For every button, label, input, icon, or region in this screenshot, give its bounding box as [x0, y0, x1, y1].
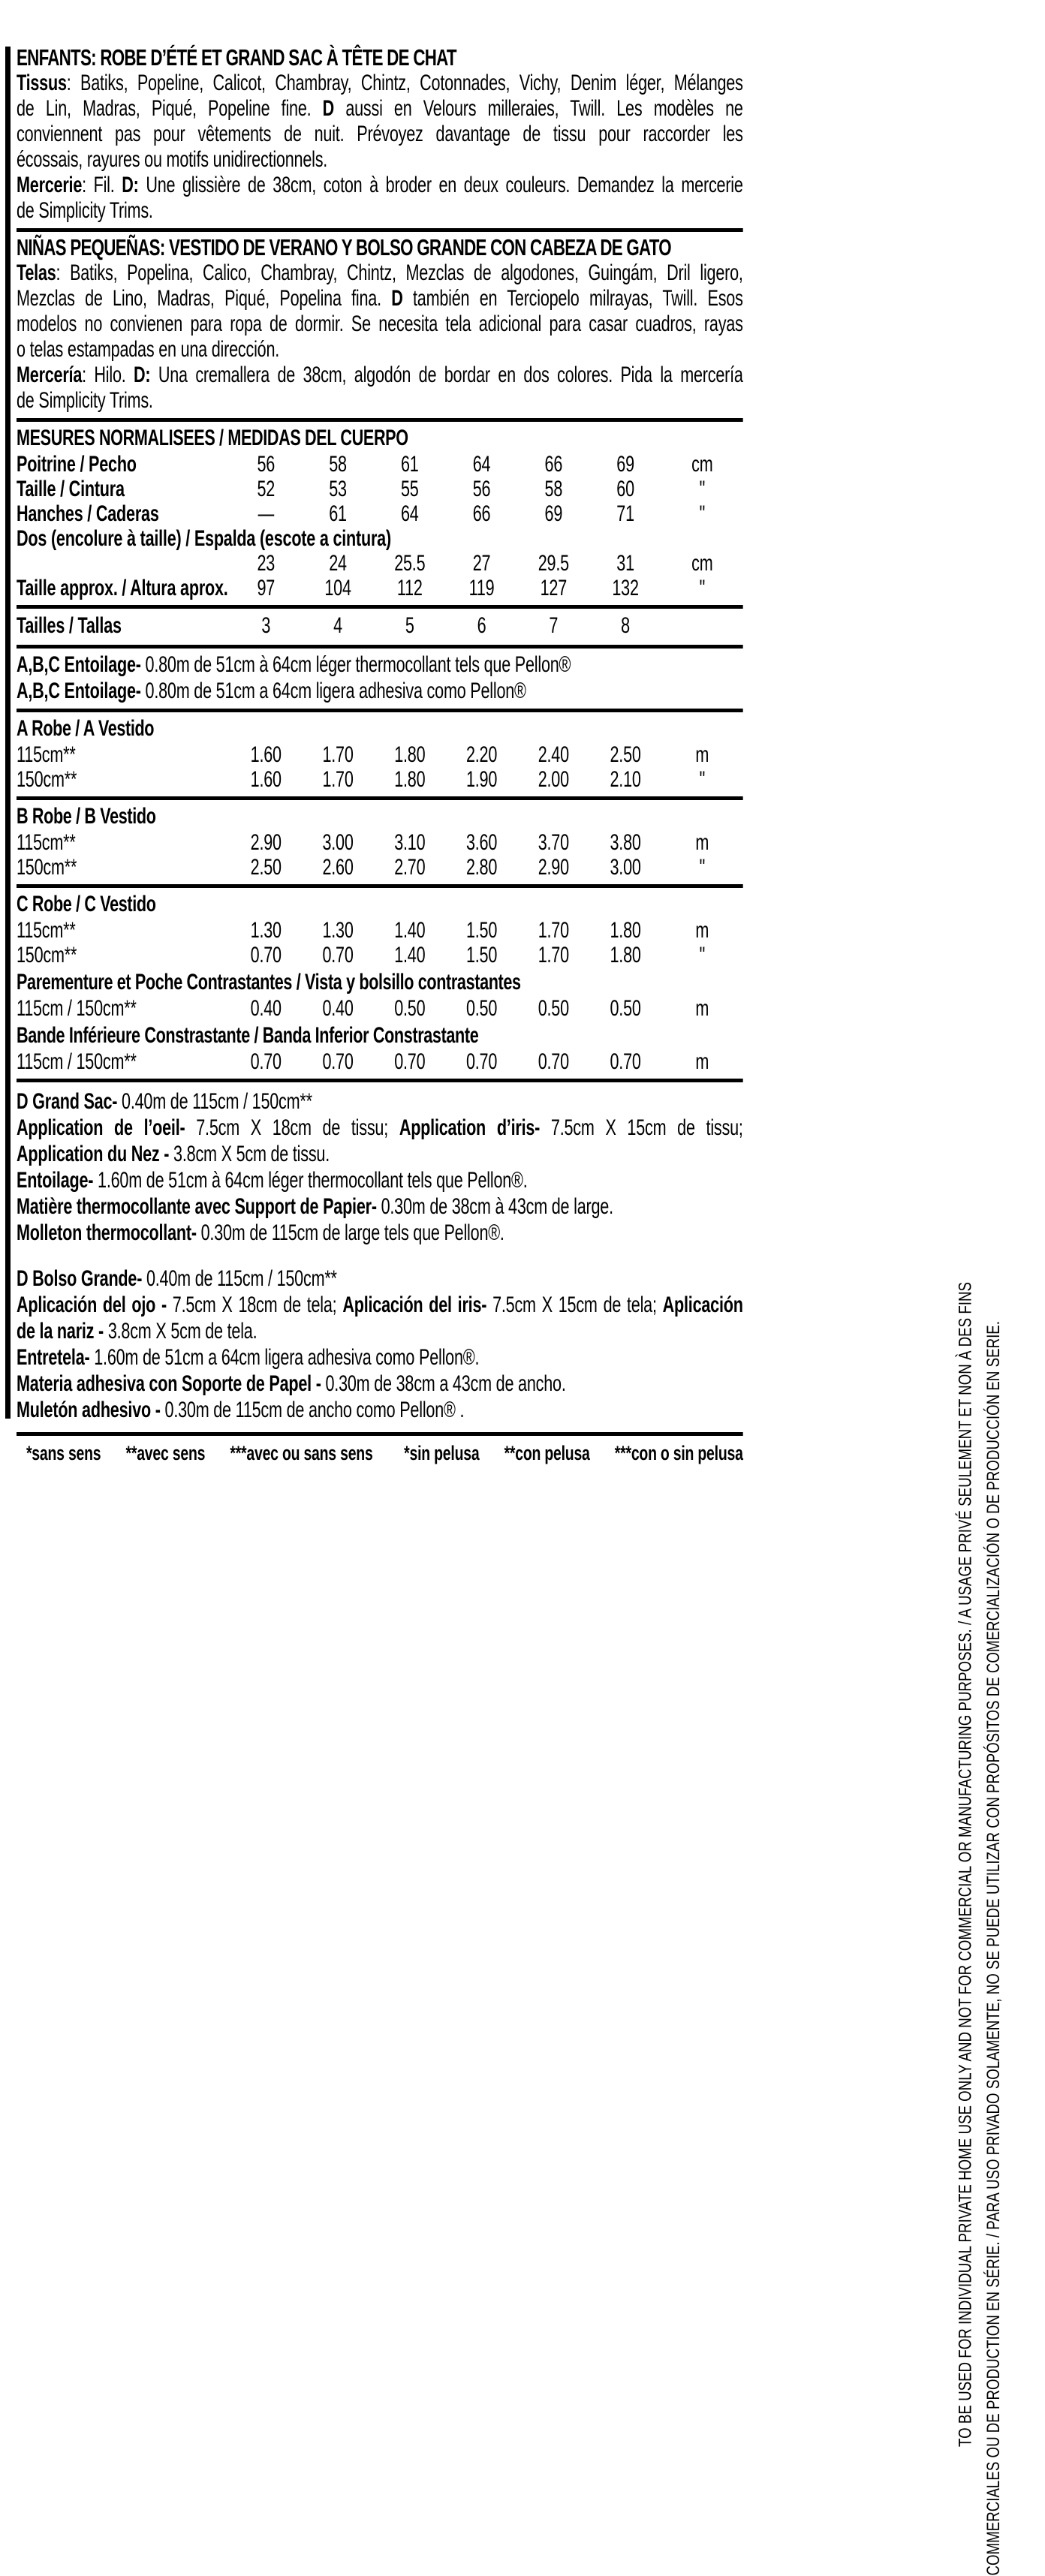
unit-cell: m [695, 830, 709, 855]
unit-cell: " [699, 501, 706, 526]
value-cell: 0.70 [250, 943, 282, 968]
row-label: Dos (encolure à taille) / Espalda (escote a cintura) [17, 526, 391, 551]
unit-cell: " [699, 855, 706, 880]
value-cell: 0.50 [394, 996, 426, 1021]
value-cell: 71 [616, 501, 634, 526]
unit-cell: m [695, 996, 709, 1021]
footnote-item: ***avec ou sans sens [230, 1442, 373, 1464]
text-line: Telas: Batiks, Popelina, Calico, Chambray, Chintz, Mezclas de algodones, Guingám, Dril ligero, [17, 260, 743, 285]
contrast-band-rows [17, 1049, 743, 1074]
french-fabrics-paragraph [17, 71, 743, 224]
value-cell: 3 [261, 613, 271, 638]
unit-cell: m [695, 742, 709, 767]
value-cell: 58 [329, 452, 347, 477]
text-line: Matière thermocollante avec Support de Papier- 0.30m de 38cm à 43cm de large. [17, 1194, 613, 1219]
value-cell: 2.10 [610, 767, 641, 792]
value-cell: 56 [257, 452, 276, 477]
value-cell: 66 [472, 501, 491, 526]
value-cell: 3.00 [610, 855, 641, 880]
view-a-yardage-table [17, 715, 743, 792]
value-cell: 53 [329, 477, 347, 501]
text-line: Materia adhesiva con Soporte de Papel - 0.30m de 38cm a 43cm de ancho. [17, 1371, 566, 1396]
text-line: de Lin, Madras, Piqué, Popeline fine. D aussi en Velours milleraies, Twill. Les modèles ne [17, 96, 743, 121]
text-line: o telas estampadas en una dirección. [17, 337, 280, 362]
footnote-item: *sans sens [26, 1442, 101, 1464]
text-line: A,B,C Entoilage- 0.80m de 51cm a 64cm ligera adhesiva como Pellon® [17, 679, 526, 703]
pattern-envelope-back [17, 0, 743, 1464]
unit-cell: m [695, 918, 709, 943]
value-cell: 127 [540, 576, 568, 600]
divider-rule [17, 645, 743, 649]
value-cell: 0.70 [465, 1049, 498, 1074]
divider-rule [17, 418, 743, 422]
value-cell: 132 [612, 576, 639, 600]
spanish-fabrics-paragraph [17, 260, 743, 414]
table-row [17, 526, 743, 551]
value-cell: 1.70 [538, 943, 569, 968]
divider-rule [17, 884, 743, 888]
value-cell: 0.40 [322, 996, 354, 1021]
value-cell: 31 [616, 551, 634, 576]
value-cell: 1.80 [610, 943, 641, 968]
view-b-yardage-table [17, 803, 743, 880]
value-cell: 64 [472, 452, 491, 477]
value-cell: 7 [549, 613, 559, 638]
value-cell: 3.80 [610, 830, 641, 855]
contrast-band-title: Bande Inférieure Constrastante / Banda Inferior Constrastante [17, 1023, 479, 1048]
value-cell: 52 [257, 477, 276, 501]
value-cell: 66 [544, 452, 563, 477]
divider-rule [17, 709, 743, 712]
table-row [17, 943, 743, 968]
footnotes-spanish [404, 1442, 743, 1464]
value-cell: 97 [257, 576, 276, 600]
view-c-yardage-table [17, 891, 743, 1074]
value-cell: 1.80 [394, 742, 426, 767]
row-label: 115cm / 150cm** [17, 1049, 137, 1074]
table-row [17, 1049, 743, 1074]
body-measurements-title: MESURES NORMALISEES / MEDIDAS DEL CUERPO [17, 426, 408, 450]
value-cell: 56 [472, 477, 491, 501]
value-cell: 55 [400, 477, 419, 501]
view-b-title: B Robe / B Vestido [17, 804, 156, 829]
value-cell: 64 [400, 501, 419, 526]
view-a-title: A Robe / A Vestido [17, 716, 155, 741]
unit-cell: cm [691, 452, 713, 477]
row-label: 150cm** [17, 943, 77, 968]
unit-cell: " [699, 576, 706, 600]
table-row [17, 742, 743, 767]
value-cell: 61 [400, 452, 419, 477]
value-cell: 3.00 [322, 830, 354, 855]
text-line: Entoilage- 1.60m de 51cm à 64cm léger thermocollant tels que Pellon®. [17, 1168, 528, 1193]
text-line: D Bolso Grande- 0.40m de 115cm / 150cm** [17, 1266, 337, 1291]
row-label: Poitrine / Pecho [17, 452, 137, 477]
table-row [17, 767, 743, 792]
view-a-rows [17, 742, 743, 792]
value-cell: 119 [468, 576, 495, 600]
value-cell: 0.70 [322, 1049, 354, 1074]
value-cell: 1.40 [394, 943, 426, 968]
value-cell: 1.50 [465, 943, 498, 968]
value-cell: 0.70 [322, 943, 354, 968]
text-line: Tissus: Batiks, Popeline, Calicot, Chambray, Chintz, Cotonnades, Vichy, Denim léger, Mélanges [17, 71, 743, 95]
footnote-item: ***con o sin pelusa [614, 1442, 743, 1464]
value-cell: 0.50 [610, 996, 641, 1021]
text-line: Molleton thermocollant- 0.30m de 115cm de large tels que Pellon®. [17, 1220, 504, 1245]
footnote-item: *sin pelusa [404, 1442, 480, 1464]
value-cell: 2.40 [538, 742, 569, 767]
footnote-item: **con pelusa [504, 1442, 590, 1464]
text-line: Mezclas de Lino, Madras, Piqué, Popelina fina. D también en Terciopelo milrayas, Twill. Esos [17, 286, 743, 311]
row-label: 115cm** [17, 830, 76, 855]
contrast-facing-rows [17, 996, 743, 1021]
table-row [17, 996, 743, 1021]
french-title: ENFANTS: ROBE D’ÉTÉ ET GRAND SAC À TÊTE DE CHAT [17, 44, 456, 71]
value-cell: 1.30 [322, 918, 354, 943]
footnotes-row [17, 1442, 743, 1464]
table-row [17, 452, 743, 477]
value-cell: 2.90 [538, 855, 569, 880]
value-cell: 60 [616, 477, 634, 501]
value-cell: 0.50 [465, 996, 498, 1021]
text-line: modelos no convienen para ropa de dormir. Se necesita tela adicional para casar cuadros, rayas [17, 311, 743, 336]
footnote-item: **avec sens [125, 1442, 206, 1464]
divider-rule [17, 605, 743, 609]
copyright-notice-line-1: TO BE USED FOR INDIVIDUAL PRIVATE HOME USE ONLY AND NOT FOR COMMERCIAL OR MANUFACTURING PURPOSES. / A USAGE PRIVÉ SEULEMENT ET NON À DES FINS [956, 1282, 976, 2447]
value-cell: 24 [329, 551, 347, 576]
text-line: écossais, rayures ou motifs unidirectionnels. [17, 147, 328, 172]
value-cell: 2.00 [538, 767, 569, 792]
value-cell: 29.5 [538, 551, 569, 576]
value-cell: 2.50 [250, 855, 282, 880]
row-label: Tailles / Tallas [17, 613, 122, 638]
value-cell: 112 [396, 576, 423, 600]
left-border-bar [5, 47, 11, 1419]
unit-cell: " [699, 943, 706, 968]
value-cell: 69 [616, 452, 634, 477]
contrast-facing-title: Parementure et Poche Contrastantes / Vista y bolsillo contrastantes [17, 970, 521, 995]
value-cell: 58 [544, 477, 563, 501]
value-cell: 1.70 [538, 918, 569, 943]
text-line: Entretela- 1.60m de 51cm a 64cm ligera adhesiva como Pellon®. [17, 1345, 480, 1370]
value-cell: 2.90 [250, 830, 282, 855]
value-cell: 0.70 [538, 1049, 569, 1074]
section-spacer [17, 1246, 743, 1265]
row-label: 150cm** [17, 767, 77, 792]
view-b-rows [17, 830, 743, 880]
text-line: de Simplicity Trims. [17, 388, 153, 413]
value-cell: 0.70 [394, 1049, 426, 1074]
divider-rule [17, 1079, 743, 1082]
value-cell: 27 [472, 551, 491, 576]
value-cell: 69 [544, 501, 563, 526]
text-line: Application de l’oeil- 7.5cm X 18cm de tissu; Application d’iris- 7.5cm X 15cm de tissu; [17, 1115, 743, 1140]
text-line: de Simplicity Trims. [17, 198, 153, 223]
body-measurements-table [17, 425, 743, 600]
row-label: Hanches / Caderas [17, 501, 159, 526]
value-cell: 61 [329, 501, 347, 526]
table-row [17, 830, 743, 855]
interfacing-lines [17, 652, 743, 704]
value-cell: 0.70 [250, 1049, 282, 1074]
value-cell: — [257, 501, 274, 526]
value-cell: 1.50 [465, 918, 498, 943]
table-row [17, 612, 743, 640]
row-label: 115cm / 150cm** [17, 996, 137, 1021]
value-cell: 1.30 [250, 918, 282, 943]
value-cell: 0.50 [538, 996, 569, 1021]
value-cell: 1.90 [465, 767, 498, 792]
value-cell: 0.70 [610, 1049, 641, 1074]
text-line: de la nariz - 3.8cm X 5cm de tela. [17, 1319, 257, 1344]
divider-rule [17, 228, 743, 232]
value-cell: 1.80 [394, 767, 426, 792]
unit-cell: " [699, 477, 706, 501]
value-cell: 3.60 [465, 830, 498, 855]
value-cell: 5 [405, 613, 414, 638]
row-label: 115cm** [17, 918, 76, 943]
value-cell: 2.80 [465, 855, 498, 880]
value-cell: 8 [621, 613, 630, 638]
value-cell: 2.50 [610, 742, 641, 767]
value-cell: 1.40 [394, 918, 426, 943]
text-line: Application du Nez - 3.8cm X 5cm de tissu. [17, 1142, 330, 1166]
value-cell: 1.70 [322, 767, 354, 792]
divider-rule [17, 1432, 743, 1436]
value-cell: 0.40 [250, 996, 282, 1021]
value-cell: 3.70 [538, 830, 569, 855]
view-c-title: C Robe / C Vestido [17, 892, 156, 916]
value-cell: 104 [324, 576, 351, 600]
table-row [17, 576, 743, 600]
text-line: Mercerie: Fil. D: Une glissière de 38cm, coton à broder en deux couleurs. Demandez la mercerie [17, 173, 743, 197]
table-row [17, 477, 743, 501]
text-line: A,B,C Entoilage- 0.80m de 51cm à 64cm léger thermocollant tels que Pellon® [17, 652, 571, 677]
body-measurements-rows [17, 452, 743, 600]
value-cell: 6 [477, 613, 486, 638]
table-row [17, 918, 743, 943]
view-d-french-requirements [17, 1088, 743, 1246]
value-cell: 2.20 [465, 742, 498, 767]
text-line: conviennent pas pour vêtements de nuit. Prévoyez davantage de tissu pour raccorder les [17, 122, 743, 146]
table-row [17, 551, 743, 576]
value-cell: 2.70 [394, 855, 426, 880]
text-line: Muletón adhesivo - 0.30m de 115cm de ancho como Pellon® . [17, 1398, 465, 1422]
value-cell: 1.80 [610, 918, 641, 943]
unit-cell: m [695, 1049, 709, 1074]
value-cell: 25.5 [394, 551, 426, 576]
value-cell: 1.60 [250, 742, 282, 767]
unit-cell: cm [691, 551, 713, 576]
row-label: Taille / Cintura [17, 477, 125, 501]
sizes-row [17, 612, 743, 640]
table-row [17, 855, 743, 880]
unit-cell: " [699, 767, 706, 792]
divider-rule [17, 796, 743, 800]
copyright-notice-line-2: COMMERCIALES OU DE PRODUCTION EN SÉRIE. / PARA USO PRIVADO SOLAMENTE, NO SE PUEDE UTILIZAR CON PROPÓSITOS DE COMERCIALIZACIÓN O DE PRODUCCIÓN EN SERIE. [983, 1321, 1004, 2576]
value-cell: 3.10 [394, 830, 426, 855]
table-row [17, 501, 743, 526]
text-line: Mercería: Hilo. D: Una cremallera de 38cm, algodón de bordar en dos colores. Pida la mercería [17, 363, 743, 387]
value-cell: 2.60 [322, 855, 354, 880]
row-label: 150cm** [17, 855, 77, 880]
footnotes-french [26, 1442, 373, 1464]
spanish-title: NIÑAS PEQUEÑAS: VESTIDO DE VERANO Y BOLSO GRANDE CON CABEZA DE GATO [17, 234, 671, 260]
value-cell: 23 [257, 551, 276, 576]
text-line: D Grand Sac- 0.40m de 115cm / 150cm** [17, 1089, 312, 1114]
text-line: Aplicación del ojo - 7.5cm X 18cm de tela; Aplicación del iris- 7.5cm X 15cm de tela; Aplicación [17, 1293, 743, 1317]
view-d-spanish-requirements [17, 1265, 743, 1423]
row-label: Taille approx. / Altura aprox. [17, 576, 228, 600]
value-cell: 1.60 [250, 767, 282, 792]
value-cell: 1.70 [322, 742, 354, 767]
value-cell: 4 [333, 613, 342, 638]
row-label: 115cm** [17, 742, 76, 767]
view-c-rows [17, 918, 743, 968]
